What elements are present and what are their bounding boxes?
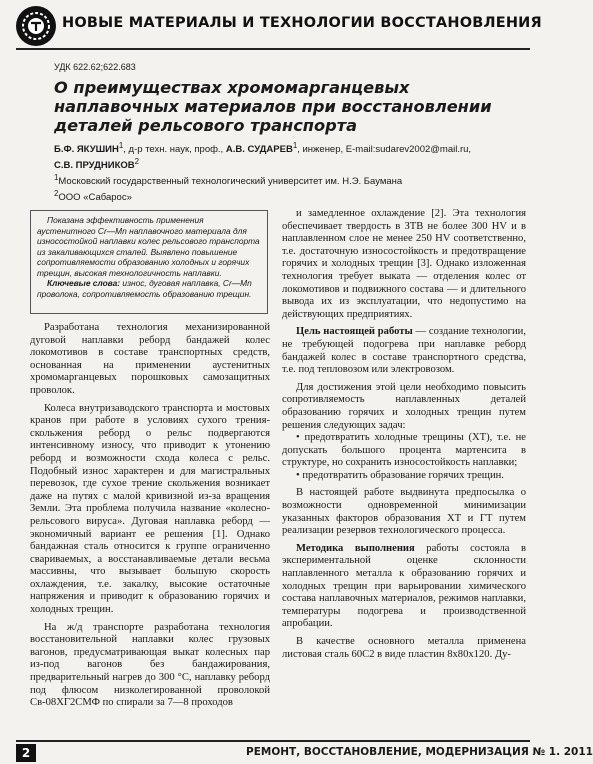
- author-2-title: , инженер, E-mail:sudarev2002@mail.ru,: [297, 144, 472, 156]
- abstract-box: [30, 210, 268, 314]
- section-title: НОВЫЕ МАТЕРИАЛЫ И ТЕХНОЛОГИИ ВОССТАНОВЛЕНИЯ: [62, 15, 542, 31]
- author-2-name: А.В. СУДАРЕВ: [225, 144, 293, 156]
- page-header: [16, 6, 542, 46]
- affiliation-1: [54, 172, 524, 188]
- journal-name: РЕМОНТ, ВОССТАНОВЛЕНИЕ, МОДЕРНИЗАЦИЯ № 1. 2011: [246, 746, 593, 758]
- method-text: работы состояла в экспериментальной оценке склонности наплавленного металла к образованию горячих и холодных трещин при варьировании химического состава наплавочных материалов, режимов наплавки, температуры подогрева и производственной апробации.: [282, 542, 526, 630]
- method-label: Методика выполнения: [296, 542, 415, 554]
- journal-logo: [16, 6, 56, 46]
- paragraph: На ж/д транспорте разработана технология восстановительной наплавки колес грузовых вагонов, предусматривающая выкат колесных пар из-под вагонов без бандажирования, предварительный нагрев до 300 °С, наплавку реборд под флюсом низколегированной проволокой Св-08ХГ2СМФ по спирали за 7—8 проходов: [30, 621, 270, 709]
- footer-divider: [16, 740, 530, 742]
- paragraph: Колеса внутризаводского транспорта и мостовых кранов при работе в условиях сухого трения-скольжения реборд о рельс подвергаются интенсивному износу, что приводит к утонению реборд и возможности схода колеса с рельс. Подобный износ характерен и для магистральных перевозок, где сухое трение скольжения возникает даже на путях с малой кривизной из-за вращения Земли. Эта проблема получила название «колесно-рельсового вируса». Дуговая наплавка реборд — экономичный вариант ее решения [1]. Однако бандажная сталь относится к группе ограниченно свариваемых, а восстанавливаемые детали весьма массивны, что вызывает большую скорость охлаждения, т.е. закалку, высокие остаточные напряжения и приводит к образованию горячих и холодных трещин.: [30, 402, 270, 616]
- author-1-title: , д-р техн. наук, проф.,: [123, 144, 226, 156]
- keywords-text: износ, дуговая наплавка, Cr—Mn проволока, сопротивляемость образованию трещин.: [37, 278, 252, 299]
- authors-line-2: [54, 156, 524, 172]
- paragraph: Разработана технология механизированной дуговой наплавки реборд бандажей колес локомотивов в составе транспортных средств, основанная на применении аустенитных хромомарганцевых порошковых самозащитных проволок.: [30, 322, 270, 396]
- author-1-name: Б.Ф. ЯКУШИН: [54, 144, 119, 156]
- authors-line-1: [54, 140, 524, 156]
- paragraph: и замедленное охлаждение [2]. Эта технология обеспечивает твердость в ЗТВ не более 300 HV и в наплавленном слое не менее 250 HV соответственно, т.е. достаточную износостойкость и предотвращение горячих и холодных трещин [3]. Однако изложенная технология требует выката — отделения колес от локомотивов и подвижного состава — и длительного вывода их из эксплуатации, что недопустимо на действующих предприятиях.: [282, 208, 526, 320]
- method-paragraph: [282, 543, 526, 631]
- gear-logo-icon: [16, 6, 56, 46]
- affil-2-mark: 2: [54, 189, 59, 199]
- task-list: [282, 432, 526, 482]
- page-number: 2: [16, 744, 36, 762]
- header-divider: [16, 48, 530, 50]
- abstract-text: Показана эффективность применения аустенитного Cr—Mn наплавочного материала для износостойкой наплавки колес рельсового транспорта из закаливающихся сталей. Выявлено повышение сопротивляемости образованию холодных и горячих трещин, высокая технологичность наплавки.: [37, 215, 260, 278]
- keywords: [37, 278, 261, 299]
- article-title: О преимуществах хромомарганцевых наплавочных материалов при восстановлении деталей рельсового транспорта: [54, 78, 492, 135]
- affil-2-text: ООО «Сабарос»: [58, 192, 132, 204]
- author-2-affil-mark: 1: [292, 141, 298, 150]
- body-column-left: [30, 322, 270, 710]
- affil-1-mark: 1: [54, 173, 59, 183]
- goal-paragraph: [282, 326, 526, 376]
- list-item: • предотвратить холодные трещины (ХТ), т.е. не допускать большого процента мартенсита в структуре, но сохранить износостойкость наплавки;: [282, 432, 526, 469]
- author-3-name: С.В. ПРУДНИКОВ: [54, 160, 135, 172]
- goal-text: — создание технологии, не требующей подогрева при наплавке реборд бандажей колес в составе транспортного средства, т.е. под тепловозом или электровозом.: [282, 326, 526, 376]
- goal-label: Цель настоящей работы: [296, 326, 413, 338]
- author-3-affil-mark: 2: [134, 157, 140, 167]
- body-column-right: [282, 208, 526, 661]
- authors-block: [54, 140, 524, 205]
- paragraph: В настоящей работе выдвинута предпосылка о возможности одновременной минимизации указанных факторов образования ХТ и ГТ путем реализации резервов технологического процесса.: [282, 487, 526, 537]
- author-1-affil-mark: 1: [118, 141, 124, 150]
- udk-code: УДК 622.62;622.683: [54, 62, 136, 72]
- paragraph: В качестве основного металла применена листовая сталь 60С2 в виде пластин 8х80х120. Ду-: [282, 636, 526, 660]
- affil-1-text: Московский государственный технологический университет им. Н.Э. Баумана: [58, 176, 403, 188]
- affiliation-2: [54, 188, 524, 204]
- list-item: • предотвратить образование горячих трещин.: [296, 469, 504, 481]
- keywords-label: Ключевые слова:: [47, 278, 121, 288]
- paragraph: Для достижения этой цели необходимо повысить сопротивляемость наплавленных деталей образованию горячих и холодных трещин путем решения следующих задач:: [282, 381, 526, 431]
